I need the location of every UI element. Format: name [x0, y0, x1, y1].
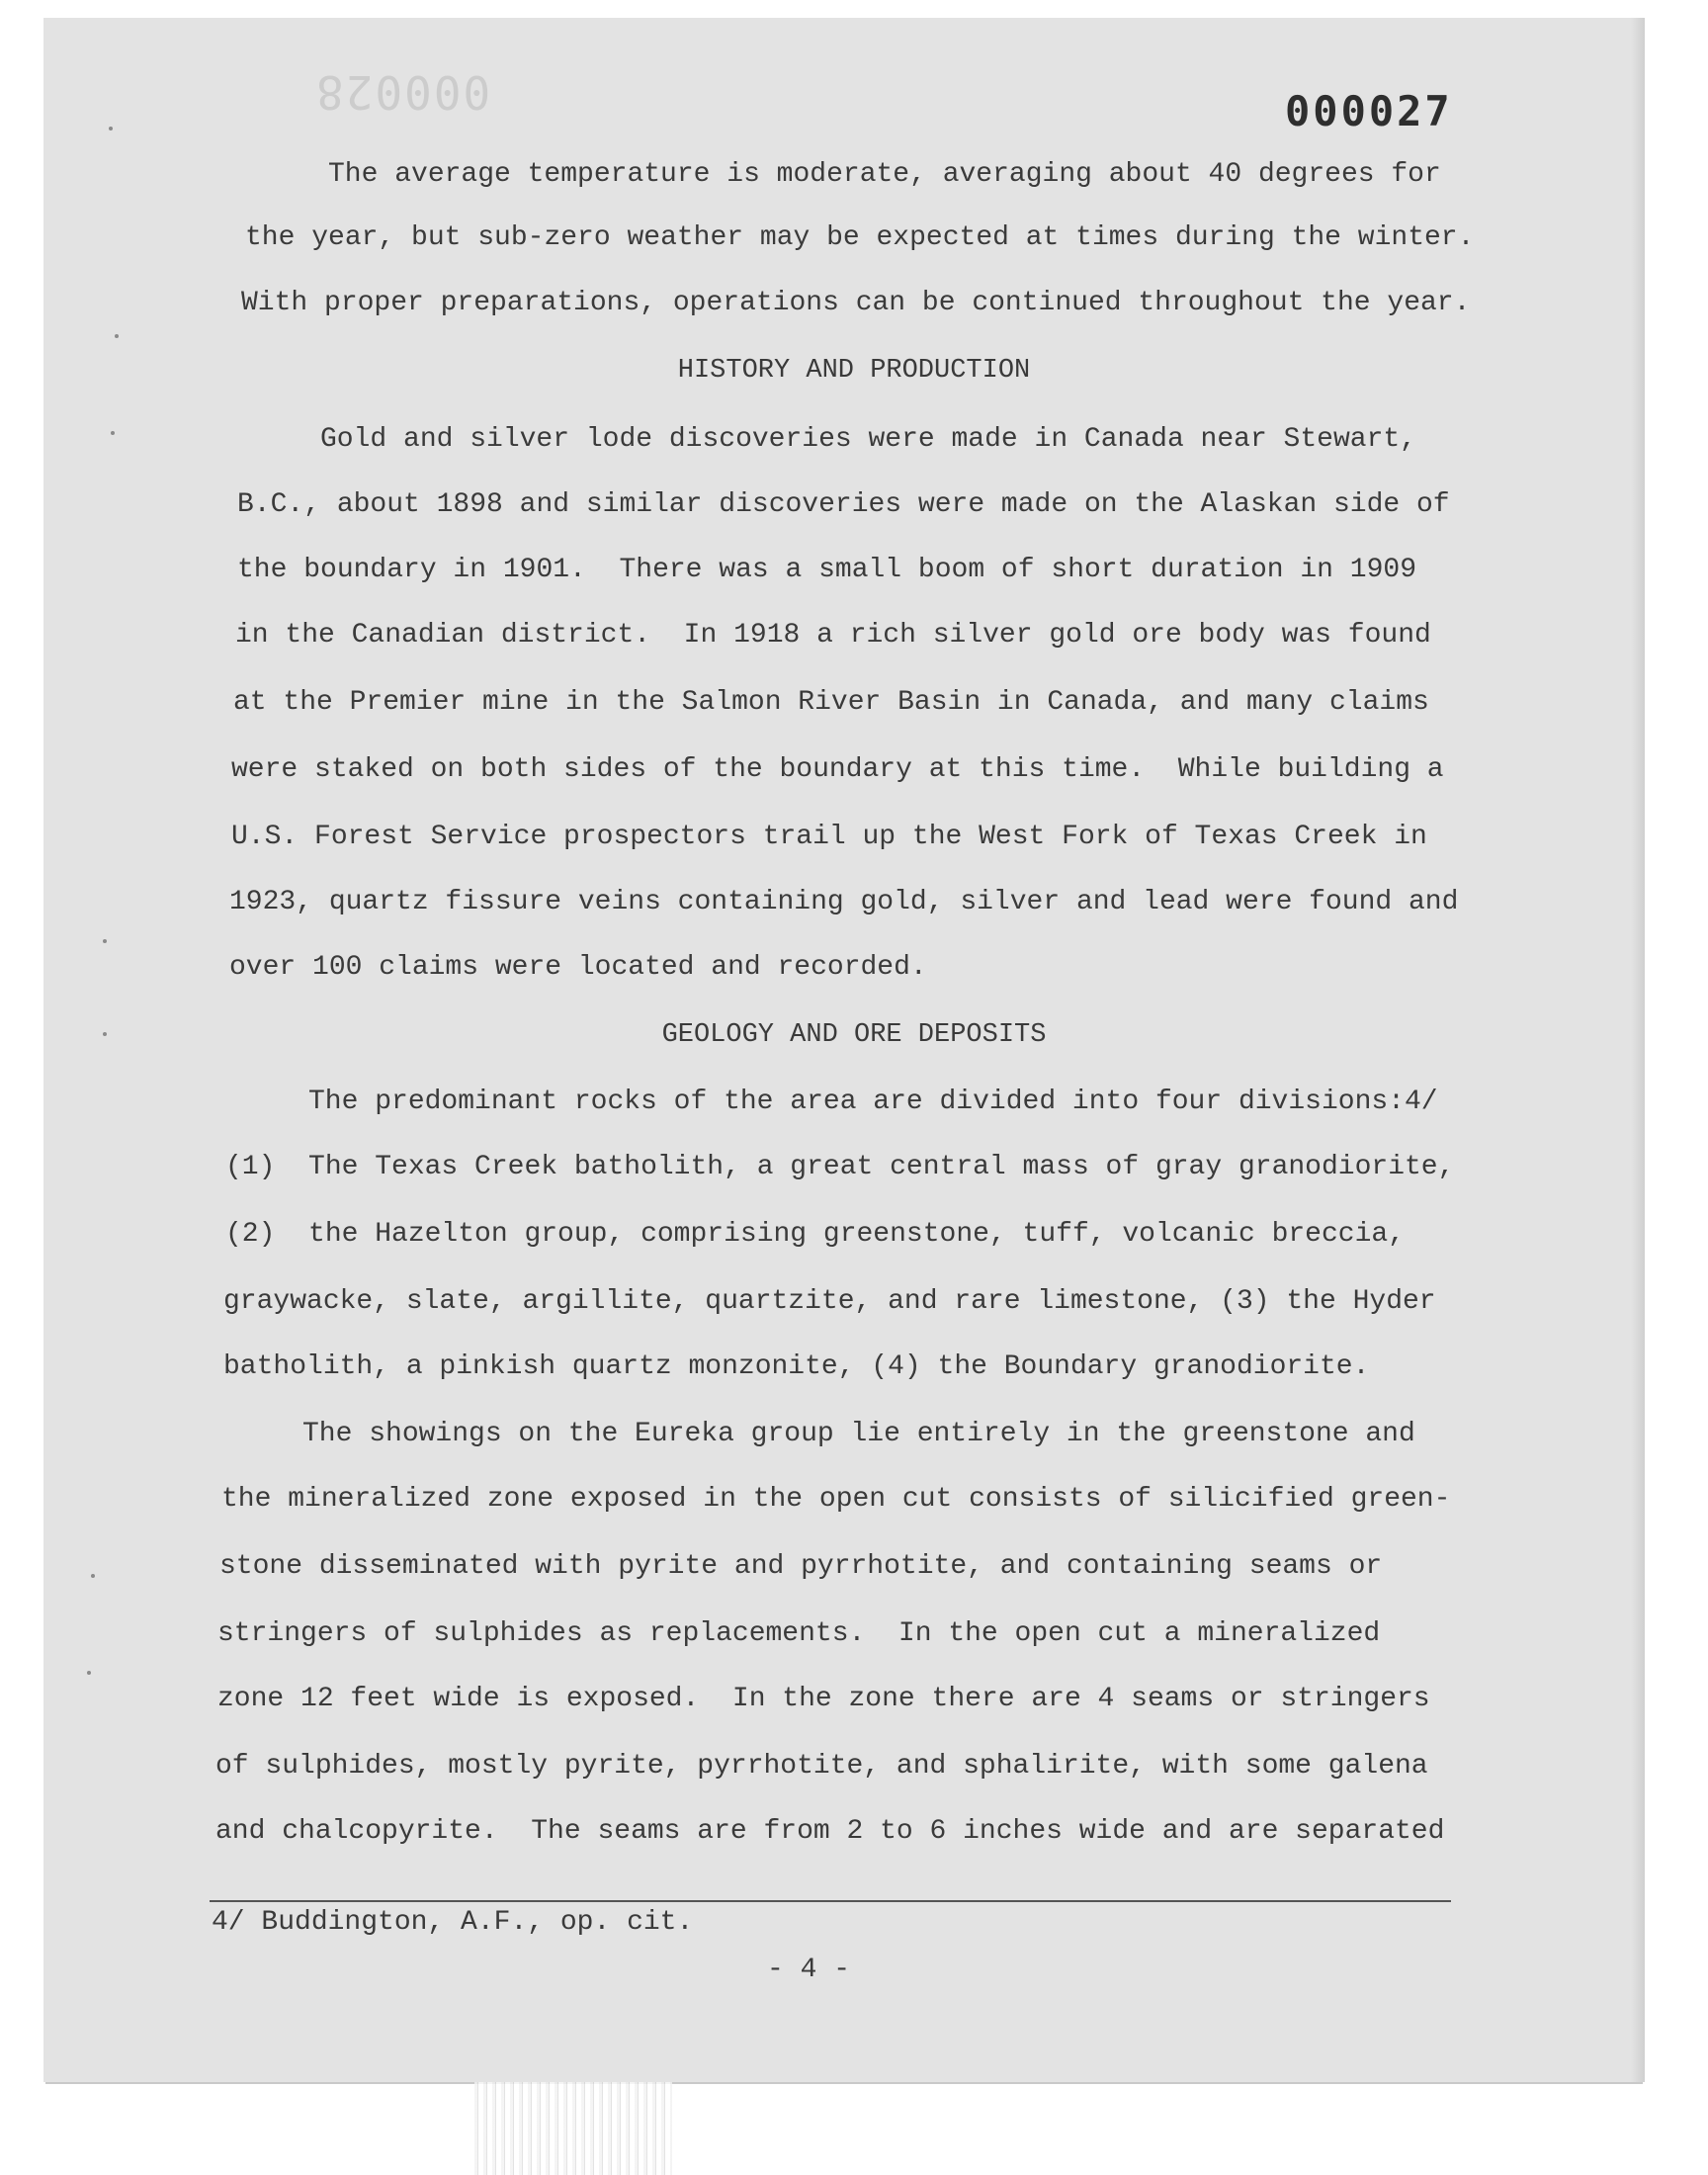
body-line: in the Canadian district. In 1918 a rich silver gold ore body was found [235, 620, 1431, 651]
bleed-through-page-id: 000028 [314, 65, 491, 119]
body-line: of sulphides, mostly pyrite, pyrrhotite, and sphalirite, with some galena [215, 1751, 1428, 1782]
body-line: B.C., about 1898 and similar discoveries were made on the Alaskan side of [237, 489, 1450, 520]
body-line: over 100 claims were located and recorded. [229, 952, 927, 983]
margin-speck [109, 127, 113, 130]
margin-speck [115, 334, 119, 338]
body-line: (1) The Texas Creek batholith, a great central mass of gray granodiorite, [225, 1152, 1455, 1182]
section-heading-history: HISTORY AND PRODUCTION [677, 356, 1031, 386]
body-line: Gold and silver lode discoveries were made in Canada near Stewart, [320, 424, 1416, 455]
body-line: 1923, quartz fissure veins containing gold, silver and lead were found and [229, 887, 1459, 917]
body-line: graywacke, slate, argillite, quartzite, and rare limestone, (3) the Hyder [223, 1286, 1436, 1317]
body-line: at the Premier mine in the Salmon River Basin in Canada, and many claims [233, 687, 1429, 718]
body-line: batholith, a pinkish quartz monzonite, (4) the Boundary granodiorite. [223, 1351, 1370, 1382]
body-line: were staked on both sides of the boundary at this time. While building a [231, 754, 1444, 785]
body-line: stone disseminated with pyrite and pyrrhotite, and containing seams or [219, 1551, 1383, 1582]
margin-speck [91, 1574, 95, 1578]
body-line: stringers of sulphides as replacements. In the open cut a mineralized [217, 1618, 1381, 1649]
body-line: the boundary in 1901. There was a small boom of short duration in 1909 [237, 555, 1416, 585]
body-line: The predominant rocks of the area are divided into four divisions:4/ [308, 1087, 1438, 1117]
body-line: With proper preparations, operations can be continued throughout the year. [241, 288, 1471, 318]
footnote: 4/ Buddington, A.F., op. cit. [212, 1907, 694, 1938]
page-number: - 4 - [767, 1955, 851, 1985]
body-line: The average temperature is moderate, averaging about 40 degrees for [328, 159, 1441, 190]
margin-speck [87, 1671, 91, 1675]
body-line: the mineralized zone exposed in the open cut consists of silicified green- [221, 1484, 1451, 1515]
body-line: the year, but sub-zero weather may be expected at times during the winter. [245, 222, 1475, 253]
margin-speck [103, 939, 107, 943]
body-line: U.S. Forest Service prospectors trail up the West Fork of Texas Creek in [231, 822, 1427, 852]
footnote-separator [210, 1900, 1451, 1902]
margin-speck [111, 431, 115, 435]
page-id-stamp: 000027 [1285, 87, 1453, 135]
scanner-streaks [474, 2082, 672, 2175]
body-line: and chalcopyrite. The seams are from 2 to 6 inches wide and are separated [215, 1816, 1445, 1847]
paper-edge-shadow [1631, 18, 1645, 2082]
body-line: zone 12 feet wide is exposed. In the zone there are 4 seams or stringers [217, 1684, 1430, 1714]
section-heading-geology: GEOLOGY AND ORE DEPOSITS [661, 1020, 1047, 1050]
body-line: The showings on the Eureka group lie entirely in the greenstone and [302, 1419, 1415, 1449]
body-line: (2) the Hazelton group, comprising greenstone, tuff, volcanic breccia, [225, 1219, 1405, 1250]
